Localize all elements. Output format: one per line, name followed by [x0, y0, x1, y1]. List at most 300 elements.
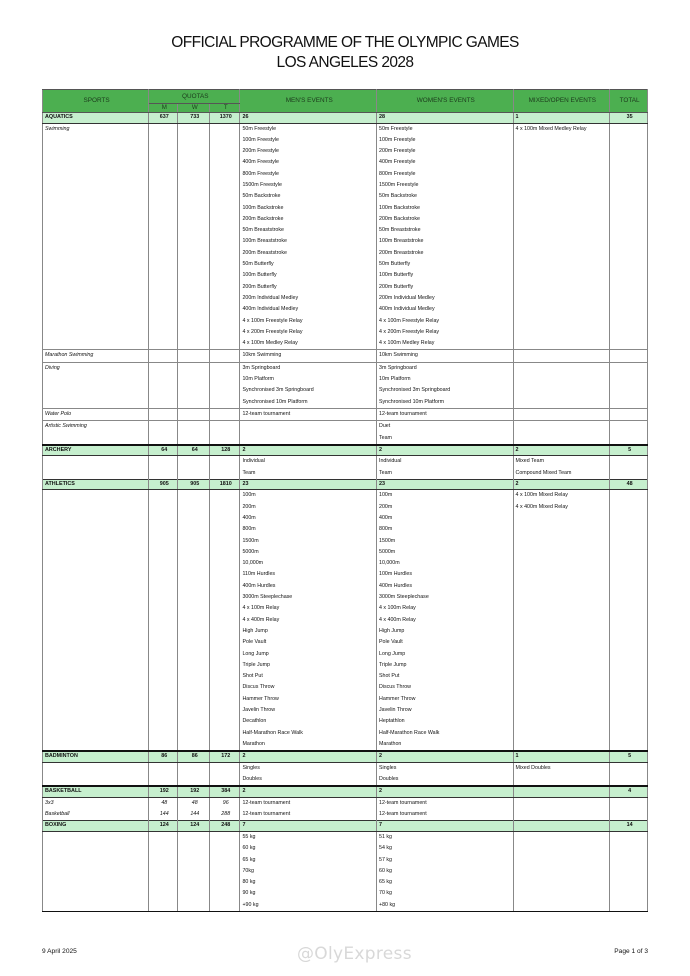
quota-men [149, 694, 178, 705]
quota-women [178, 362, 210, 374]
quota-men [149, 649, 178, 660]
discipline-name [43, 900, 149, 912]
discipline-name [43, 843, 149, 854]
discipline-name: Artistic Swimming [43, 421, 149, 433]
men-event: Synchronised 3m Springboard [240, 385, 377, 396]
quota-men [149, 615, 178, 626]
discipline-name [43, 615, 149, 626]
total-cell [610, 592, 648, 603]
women-event: 70 kg [377, 888, 514, 899]
discipline-name [43, 135, 149, 146]
men-event: 55 kg [240, 831, 377, 843]
discipline-name [43, 877, 149, 888]
mixed-event [513, 866, 610, 877]
mixed-event [513, 649, 610, 660]
discipline-name [43, 513, 149, 524]
quota-men [149, 191, 178, 202]
men-event: Hammer Throw [240, 694, 377, 705]
men-event: 110m Hurdles [240, 569, 377, 580]
men-event: Discus Throw [240, 682, 377, 693]
men-event: 10,000m [240, 558, 377, 569]
quota-women [178, 316, 210, 327]
total-cell [610, 682, 648, 693]
quota-men [149, 270, 178, 281]
mixed-events [513, 821, 610, 832]
quota-men [149, 705, 178, 716]
mixed-event [513, 374, 610, 385]
header-quotas: QUOTAS [149, 90, 240, 104]
discipline-name [43, 236, 149, 247]
event-row [43, 728, 648, 739]
women-event: 10m Platform [377, 374, 514, 385]
event-row [43, 374, 648, 385]
event-row [43, 558, 648, 569]
women-events: 7 [377, 821, 514, 832]
women-event: Hammer Throw [377, 694, 514, 705]
men-event: 400m Hurdles [240, 581, 377, 592]
quota-women [178, 603, 210, 614]
quota-women [178, 490, 210, 502]
quota-women: 905 [178, 479, 210, 490]
quota-women [178, 705, 210, 716]
total-cell [610, 146, 648, 157]
event-row [43, 855, 648, 866]
event-row [43, 236, 648, 247]
quota-total [209, 248, 239, 259]
event-row [43, 547, 648, 558]
event-row [43, 716, 648, 727]
quota-men [149, 374, 178, 385]
women-event: 50m Breaststroke [377, 225, 514, 236]
quota-men [149, 169, 178, 180]
quota-total [209, 225, 239, 236]
men-event: 4 x 100m Freestyle Relay [240, 316, 377, 327]
discipline-name [43, 169, 149, 180]
quota-total [209, 900, 239, 912]
men-events: 23 [240, 479, 377, 490]
discipline-name [43, 739, 149, 751]
total-cell [610, 716, 648, 727]
women-event: Individual [377, 456, 514, 468]
discipline-name [43, 146, 149, 157]
quota-total [209, 660, 239, 671]
quota-women [178, 468, 210, 480]
total-cell [610, 888, 648, 899]
men-event: 200m Backstroke [240, 214, 377, 225]
event-row [43, 831, 648, 843]
header-total: TOTAL [610, 90, 648, 113]
event-row [43, 739, 648, 751]
quota-women [178, 682, 210, 693]
quota-total: 172 [209, 751, 239, 762]
total-events: 5 [610, 445, 648, 456]
men-event: 90 kg [240, 888, 377, 899]
quota-total [209, 843, 239, 854]
women-event: Long Jump [377, 649, 514, 660]
quota-men [149, 637, 178, 648]
event-row [43, 146, 648, 157]
quota-women [178, 513, 210, 524]
quota-total [209, 408, 239, 420]
sport-row [43, 786, 648, 797]
quota-women: 733 [178, 113, 210, 124]
event-row [43, 304, 648, 315]
event-row [43, 259, 648, 270]
women-event: 200m Individual Medley [377, 293, 514, 304]
quota-total [209, 569, 239, 580]
total-cell [610, 304, 648, 315]
discipline-name [43, 547, 149, 558]
discipline-name [43, 214, 149, 225]
men-event: +90 kg [240, 900, 377, 912]
quota-women [178, 694, 210, 705]
total-cell [610, 408, 648, 420]
quota-women [178, 716, 210, 727]
men-event: 200m Individual Medley [240, 293, 377, 304]
mixed-event [513, 293, 610, 304]
quota-men [149, 671, 178, 682]
quota-women [178, 203, 210, 214]
women-event: 200m Breaststroke [377, 248, 514, 259]
discipline-name [43, 728, 149, 739]
event-row [43, 569, 648, 580]
quota-total [209, 259, 239, 270]
quota-men [149, 888, 178, 899]
quota-women: 86 [178, 751, 210, 762]
quota-women [178, 728, 210, 739]
men-events: 2 [240, 751, 377, 762]
women-events: 2 [377, 445, 514, 456]
quota-total: 288 [209, 809, 239, 821]
quota-women [178, 433, 210, 445]
women-event: 54 kg [377, 843, 514, 854]
women-event: Heptathlon [377, 716, 514, 727]
men-event: 60 kg [240, 843, 377, 854]
quota-men [149, 547, 178, 558]
mixed-event [513, 592, 610, 603]
women-event: Shot Put [377, 671, 514, 682]
mixed-event [513, 682, 610, 693]
discipline-name [43, 649, 149, 660]
men-event: 50m Backstroke [240, 191, 377, 202]
total-cell [610, 157, 648, 168]
discipline-name [43, 385, 149, 396]
discipline-name [43, 433, 149, 445]
discipline-name [43, 270, 149, 281]
total-cell [610, 637, 648, 648]
total-cell [610, 203, 648, 214]
event-row [43, 191, 648, 202]
women-event: 51 kg [377, 831, 514, 843]
quota-men [149, 900, 178, 912]
women-event: 1500m Freestyle [377, 180, 514, 191]
quota-women: 48 [178, 797, 210, 809]
mixed-event: Mixed Doubles [513, 762, 610, 774]
quota-men [149, 660, 178, 671]
total-cell [610, 191, 648, 202]
total-cell [610, 809, 648, 821]
quota-men [149, 421, 178, 433]
event-row [43, 225, 648, 236]
discipline-name [43, 259, 149, 270]
quota-total [209, 626, 239, 637]
quota-women [178, 592, 210, 603]
quota-women [178, 225, 210, 236]
quota-total [209, 374, 239, 385]
women-event: 200m Freestyle [377, 146, 514, 157]
total-cell [610, 123, 648, 135]
mixed-event [513, 327, 610, 338]
mixed-event [513, 316, 610, 327]
quota-men [149, 135, 178, 146]
quota-men [149, 524, 178, 535]
women-event: 200m [377, 502, 514, 513]
discipline-name [43, 282, 149, 293]
mixed-event [513, 660, 610, 671]
quota-total [209, 716, 239, 727]
total-cell [610, 855, 648, 866]
quota-total [209, 513, 239, 524]
mixed-event [513, 385, 610, 396]
quota-men [149, 362, 178, 374]
mixed-event [513, 637, 610, 648]
men-event: 1500m [240, 536, 377, 547]
mixed-event [513, 225, 610, 236]
sport-name: ARCHERY [43, 445, 149, 456]
quota-total [209, 316, 239, 327]
quota-women: 144 [178, 809, 210, 821]
header-quota-w: W [178, 104, 210, 113]
men-event: Marathon [240, 739, 377, 751]
sport-row [43, 751, 648, 762]
men-event: High Jump [240, 626, 377, 637]
women-event: Synchronised 10m Platform [377, 397, 514, 409]
quota-total [209, 728, 239, 739]
men-event: 100m Breaststroke [240, 236, 377, 247]
mixed-event: 4 x 100m Mixed Medley Relay [513, 123, 610, 135]
quota-men [149, 146, 178, 157]
mixed-event [513, 397, 610, 409]
men-event: 12-team tournament [240, 809, 377, 821]
mixed-event [513, 558, 610, 569]
quota-women [178, 739, 210, 751]
quota-men [149, 866, 178, 877]
discipline-name [43, 338, 149, 350]
quota-men: 905 [149, 479, 178, 490]
event-row [43, 248, 648, 259]
women-event: 10,000m [377, 558, 514, 569]
quota-total: 96 [209, 797, 239, 809]
total-cell [610, 397, 648, 409]
men-event: 200m [240, 502, 377, 513]
sport-row [43, 445, 648, 456]
total-cell [610, 502, 648, 513]
mixed-event [513, 843, 610, 854]
men-events: 2 [240, 445, 377, 456]
discipline-name [43, 502, 149, 513]
discipline-name [43, 866, 149, 877]
men-event: 200m Breaststroke [240, 248, 377, 259]
discipline-name [43, 490, 149, 502]
quota-women [178, 866, 210, 877]
quota-total [209, 603, 239, 614]
quota-total [209, 421, 239, 433]
quota-women [178, 350, 210, 362]
discipline-name [43, 456, 149, 468]
mixed-event [513, 146, 610, 157]
mixed-events: 1 [513, 751, 610, 762]
quota-men [149, 682, 178, 693]
mixed-event [513, 831, 610, 843]
event-row [43, 338, 648, 350]
men-event [240, 421, 377, 433]
women-event: +80 kg [377, 900, 514, 912]
men-event: 5000m [240, 547, 377, 558]
event-row [43, 843, 648, 854]
men-event: 10m Platform [240, 374, 377, 385]
quota-women [178, 502, 210, 513]
header-quota-t: T [209, 104, 239, 113]
discipline-name [43, 293, 149, 304]
event-row [43, 513, 648, 524]
discipline-name [43, 705, 149, 716]
men-event [240, 433, 377, 445]
mixed-event [513, 603, 610, 614]
quota-men [149, 728, 178, 739]
total-events: 35 [610, 113, 648, 124]
quota-total: 1370 [209, 113, 239, 124]
discipline-name: Swimming [43, 123, 149, 135]
sport-row [43, 821, 648, 832]
mixed-event [513, 236, 610, 247]
event-row [43, 135, 648, 146]
men-event: 400m [240, 513, 377, 524]
mixed-event [513, 626, 610, 637]
quota-total [209, 270, 239, 281]
quota-total [209, 157, 239, 168]
total-cell [610, 649, 648, 660]
event-row [43, 214, 648, 225]
event-row [43, 900, 648, 912]
quota-women [178, 855, 210, 866]
women-event: Synchronised 3m Springboard [377, 385, 514, 396]
event-row [43, 592, 648, 603]
discipline-name [43, 888, 149, 899]
men-event: Long Jump [240, 649, 377, 660]
total-cell [610, 513, 648, 524]
total-cell [610, 316, 648, 327]
quota-men [149, 739, 178, 751]
women-event: 10km Swimming [377, 350, 514, 362]
total-cell [610, 236, 648, 247]
mixed-event [513, 338, 610, 350]
mixed-event: 4 x 100m Mixed Relay [513, 490, 610, 502]
men-event: 12-team tournament [240, 797, 377, 809]
total-cell [610, 660, 648, 671]
discipline-name [43, 248, 149, 259]
quota-total [209, 362, 239, 374]
quota-total: 1810 [209, 479, 239, 490]
table-body [43, 113, 648, 912]
men-event: 3000m Steeplechase [240, 592, 377, 603]
mixed-event [513, 180, 610, 191]
men-event: Decathlon [240, 716, 377, 727]
men-event: 800m [240, 524, 377, 535]
women-event: 12-team tournament [377, 408, 514, 420]
quota-men [149, 716, 178, 727]
quota-men [149, 762, 178, 774]
total-cell [610, 338, 648, 350]
men-event: 65 kg [240, 855, 377, 866]
programme-table [42, 89, 648, 912]
mixed-event [513, 362, 610, 374]
quota-total [209, 456, 239, 468]
event-row [43, 682, 648, 693]
mixed-event [513, 157, 610, 168]
quota-women [178, 660, 210, 671]
event-row [43, 524, 648, 535]
quota-total [209, 191, 239, 202]
discipline-name [43, 569, 149, 580]
quota-women [178, 558, 210, 569]
quota-women [178, 900, 210, 912]
total-cell [610, 797, 648, 809]
total-events: 4 [610, 786, 648, 797]
women-event: Doubles [377, 774, 514, 786]
women-event: 400m [377, 513, 514, 524]
event-row [43, 660, 648, 671]
men-event: 50m Breaststroke [240, 225, 377, 236]
event-row [43, 456, 648, 468]
men-event: Triple Jump [240, 660, 377, 671]
quota-men [149, 603, 178, 614]
event-row [43, 888, 648, 899]
mixed-event [513, 705, 610, 716]
sport-name: AQUATICS [43, 113, 149, 124]
total-cell [610, 180, 648, 191]
men-event: 200m Butterfly [240, 282, 377, 293]
total-cell [610, 739, 648, 751]
discipline-quota-row [43, 809, 648, 821]
quota-men [149, 214, 178, 225]
quota-women [178, 123, 210, 135]
total-events: 14 [610, 821, 648, 832]
quota-total [209, 774, 239, 786]
women-event: 50m Butterfly [377, 259, 514, 270]
discipline-name [43, 558, 149, 569]
total-cell [610, 762, 648, 774]
quota-men: 192 [149, 786, 178, 797]
men-event: Doubles [240, 774, 377, 786]
header-mixed-events: MIXED/OPEN EVENTS [513, 90, 610, 113]
quota-total [209, 558, 239, 569]
discipline-quota-row [43, 797, 648, 809]
quota-total [209, 180, 239, 191]
total-cell [610, 603, 648, 614]
total-cell [610, 293, 648, 304]
discipline-name [43, 774, 149, 786]
total-cell [610, 433, 648, 445]
mixed-event [513, 433, 610, 445]
quota-men [149, 502, 178, 513]
quota-total [209, 397, 239, 409]
title-line-1: OFFICIAL PROGRAMME OF THE OLYMPIC GAMES [171, 34, 519, 51]
event-row [43, 866, 648, 877]
men-event: 800m Freestyle [240, 169, 377, 180]
mixed-event [513, 536, 610, 547]
quota-men: 144 [149, 809, 178, 821]
quota-men [149, 180, 178, 191]
